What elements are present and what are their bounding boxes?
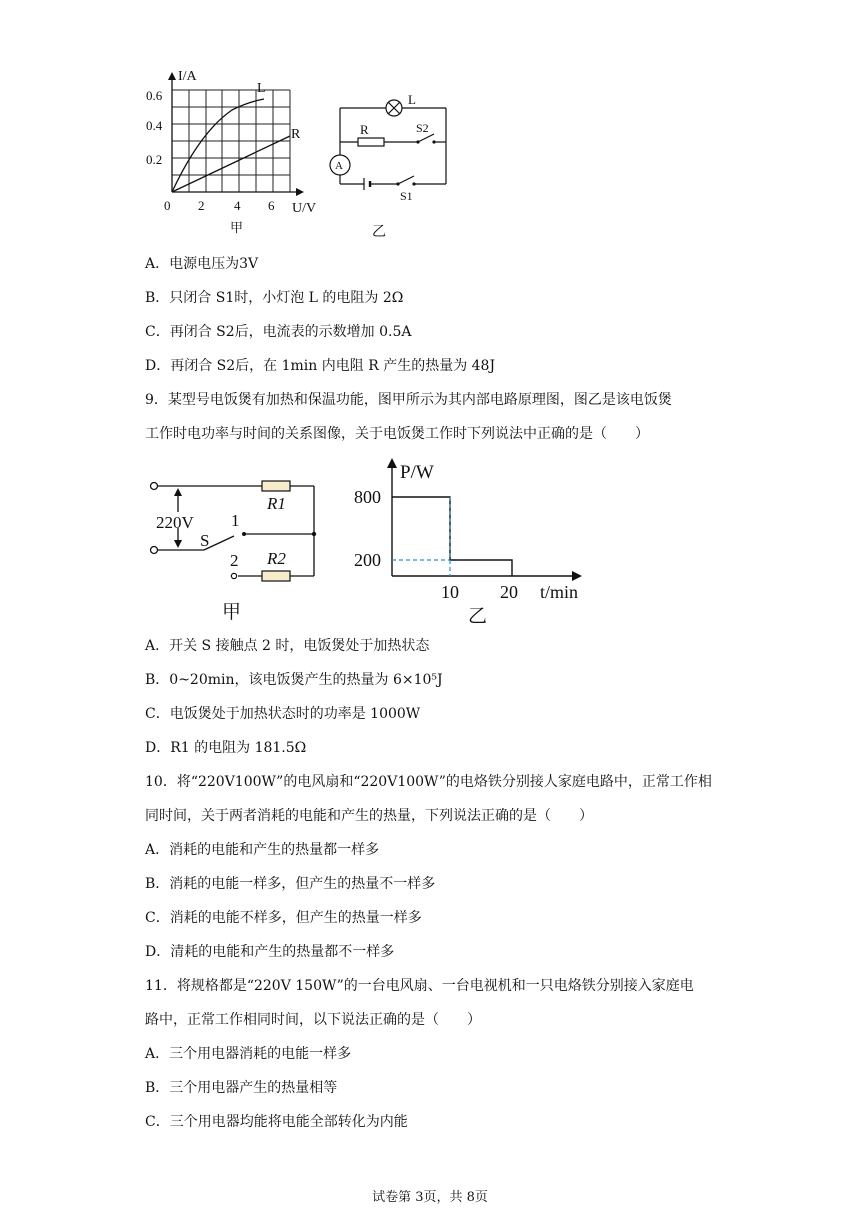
q9-stem-line2: 工作时电功率与时间的关系图像，关于电饭煲工作时下列说法中正确的是（ ） [145, 426, 649, 442]
page-footer: 试卷第 3页，共 8页 [372, 1190, 488, 1205]
q9-option-d[interactable]: D．R1 的电阻为 181.5Ω [145, 740, 307, 756]
ammeter-label: A [335, 160, 343, 172]
q11-stem-line1: 11．将规格都是“220V 150W”的一台电风扇、一台电视机和一只电烙铁分别接入家庭电 [145, 978, 694, 994]
y-tick-800: 800 [354, 487, 381, 507]
figure-caption-yi: 乙 [468, 606, 488, 627]
x-tick-6: 6 [268, 198, 275, 213]
q11-option-a[interactable]: A．三个用电器消耗的电能一样多 [145, 1046, 352, 1062]
q9-option-c[interactable]: C．电饭煲处于加热状态时的功率是 1000W [145, 706, 421, 722]
q10-option-b[interactable]: B．消耗的电能一样多，但产生的热量不一样多 [145, 876, 436, 892]
q8-circuit-diagram [320, 80, 460, 240]
q10-option-d[interactable]: D．清耗的电能和产生的热量都不一样多 [145, 944, 395, 960]
x-tick-0: 0 [164, 198, 171, 213]
switch-label: S [200, 531, 210, 550]
voltage-label: 220V [156, 513, 194, 532]
x-axis-label: U/V [292, 201, 317, 216]
y-tick-0.4: 0.4 [146, 118, 163, 133]
r2-label: R2 [267, 549, 286, 568]
q11-option-c[interactable]: C．三个用电器均能将电能全部转化为内能 [145, 1114, 408, 1130]
x-tick-2: 2 [198, 198, 205, 213]
q10-option-c[interactable]: C．消耗的电能不样多，但产生的热量一样多 [145, 910, 422, 926]
y-tick-0.2: 0.2 [146, 152, 163, 167]
x-axis-label: t/min [540, 582, 579, 602]
figure-caption-jia: 甲 [230, 220, 244, 235]
contact2-label: 2 [230, 551, 239, 570]
x-tick-10: 10 [441, 582, 459, 602]
contact1-label: 1 [231, 511, 240, 530]
lamp-label: L [408, 92, 416, 107]
q9-power-time-graph [344, 452, 604, 630]
q10-option-a[interactable]: A．消耗的电能和产生的热量都一样多 [145, 842, 380, 858]
q10-stem-line2: 同时间，关于两者消耗的电能和产生的热量，下列说法正确的是（ ） [145, 808, 593, 824]
q9-option-a[interactable]: A．开关 S 接触点 2 时，电饭煲处于加热状态 [145, 638, 430, 654]
q8-option-c[interactable]: C．再闭合 S2后，电流表的示数增加 0.5A [145, 324, 412, 340]
curve-lamp [172, 99, 264, 192]
power-curve [392, 497, 512, 576]
r1-label: R1 [267, 494, 286, 513]
q9-option-b[interactable]: B．0~20min，该电饭煲产生的热量为 6×10⁵J [145, 672, 443, 688]
line-resistor [172, 136, 290, 192]
x-tick-4: 4 [234, 198, 241, 213]
x-tick-20: 20 [500, 582, 518, 602]
q8-option-a[interactable]: A．电源电压为3V [145, 256, 259, 272]
q11-stem-line2: 路中，正常工作相同时间，以下说法正确的是（ ） [145, 1012, 481, 1028]
q9-stem-line1: 9．某型号电饭煲有加热和保温功能，图甲所示为其内部电路原理图，图乙是该电饭煲 [145, 392, 672, 408]
y-axis-label: I/A [178, 69, 197, 84]
switch1-label: S1 [400, 189, 413, 203]
y-tick-200: 200 [354, 550, 381, 570]
y-axis-label: P/W [400, 462, 434, 483]
q11-option-b[interactable]: B．三个用电器产生的热量相等 [145, 1080, 338, 1096]
q10-stem-line1: 10．将“220V100W”的电风扇和“220V100W”的电烙铁分别接人家庭电路中，正常工作相 [145, 774, 712, 790]
q8-option-b[interactable]: B．只闭合 S1时，小灯泡 L 的电阻为 2Ω [145, 290, 404, 306]
q8-iu-graph [140, 62, 330, 242]
curve-l-label: L [257, 81, 266, 96]
resistor-label: R [360, 122, 369, 137]
figure-caption-jia: 甲 [222, 602, 242, 623]
curve-r-label: R [291, 127, 301, 142]
figure-caption-yi: 乙 [372, 225, 386, 240]
y-tick-0.6: 0.6 [146, 88, 163, 103]
q9-circuit-diagram [140, 466, 340, 626]
switch2-label: S2 [416, 121, 429, 135]
q8-option-d[interactable]: D．再闭合 S2后，在 1min 内电阻 R 产生的热量为 48J [145, 358, 496, 374]
